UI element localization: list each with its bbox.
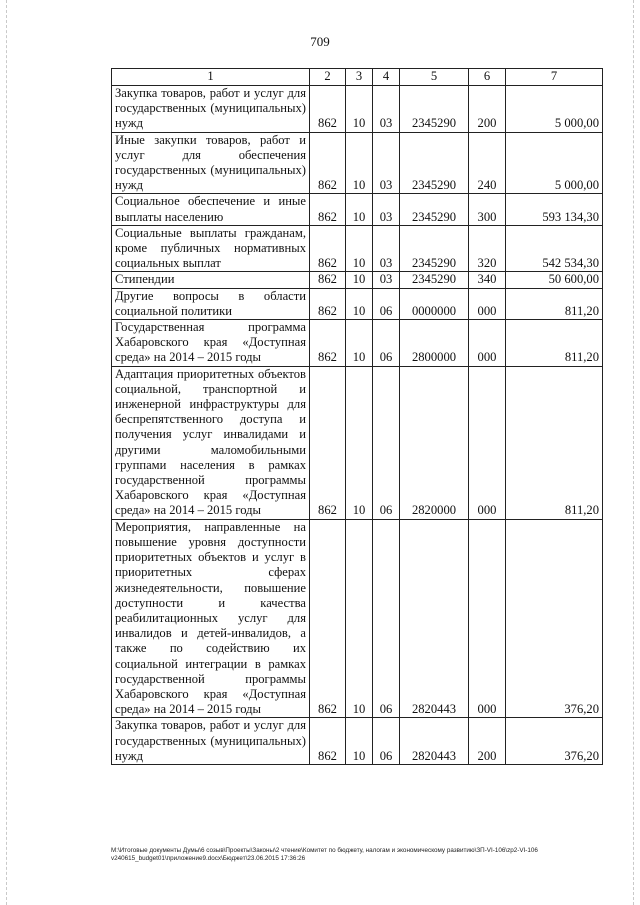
amount-cell: 811,20 <box>506 320 603 367</box>
target-article-cell: 2345290 <box>400 86 469 133</box>
ministry-code-cell: 862 <box>310 194 346 225</box>
ministry-code-cell: 862 <box>310 320 346 367</box>
amount-cell: 542 534,30 <box>506 225 603 272</box>
expense-type-cell: 200 <box>469 86 506 133</box>
table-row <box>112 288 603 319</box>
row-name-cell: Государственная программа Хабаровского края «Доступная среда» на 2014 – 2015 годы <box>112 320 310 367</box>
amount-cell: 376,20 <box>506 718 603 765</box>
section-code-cell: 10 <box>346 320 373 367</box>
header-cell: 6 <box>469 69 506 86</box>
subsection-code-cell: 03 <box>373 194 400 225</box>
table-body <box>112 69 603 765</box>
row-name-cell: Мероприятия, направленные на повышение уровня доступности приоритетных объектов и услуг в приоритетных сферах жизнедеятельности, повышение доступности и качества реабилитационных услуг для инвалидов и детей-инвалидов, а также по содействию их социальной интеграции в рамках государственной программы Хабаровского края «Доступная среда» на 2014 – 2015 годы <box>112 519 310 718</box>
row-name-cell: Закупка товаров, работ и услуг для государственных (муниципальных) нужд <box>112 86 310 133</box>
subsection-code-cell: 06 <box>373 718 400 765</box>
section-code-cell: 10 <box>346 132 373 194</box>
amount-cell: 5 000,00 <box>506 132 603 194</box>
table-row <box>112 366 603 519</box>
expense-type-cell: 200 <box>469 718 506 765</box>
header-cell: 3 <box>346 69 373 86</box>
section-code-cell: 10 <box>346 718 373 765</box>
target-article-cell: 2345290 <box>400 272 469 288</box>
expense-type-cell: 000 <box>469 366 506 519</box>
table-row <box>112 132 603 194</box>
amount-cell: 5 000,00 <box>506 86 603 133</box>
target-article-cell: 2345290 <box>400 194 469 225</box>
ministry-code-cell: 862 <box>310 272 346 288</box>
budget-table <box>111 68 603 765</box>
ministry-code-cell: 862 <box>310 132 346 194</box>
subsection-code-cell: 03 <box>373 86 400 133</box>
header-cell: 4 <box>373 69 400 86</box>
header-cell: 2 <box>310 69 346 86</box>
table-row <box>112 194 603 225</box>
ministry-code-cell: 862 <box>310 288 346 319</box>
target-article-cell: 2345290 <box>400 132 469 194</box>
left-page-edge <box>6 0 7 905</box>
page-number: 709 <box>310 34 330 49</box>
row-name-cell: Стипендии <box>112 272 310 288</box>
subsection-code-cell: 03 <box>373 225 400 272</box>
expense-type-cell: 340 <box>469 272 506 288</box>
subsection-code-cell: 03 <box>373 132 400 194</box>
table-header-row <box>112 69 603 86</box>
expense-type-cell: 000 <box>469 288 506 319</box>
target-article-cell: 2800000 <box>400 320 469 367</box>
right-page-edge <box>633 0 634 905</box>
table-row <box>112 320 603 367</box>
file-path-footer: M:\Итоговые документы Думы\6 созыв\Проекты\Законы\2 чтение\Комитет по бюджету, налогам и экономическому развитию\ЗП-VI-106\zp2-VI-106 v240615_budget01\приложение9.docx\Бюджет\23.06.2015 17:36:26 <box>111 847 538 862</box>
amount-cell: 811,20 <box>506 288 603 319</box>
table-row <box>112 86 603 133</box>
subsection-code-cell: 06 <box>373 320 400 367</box>
target-article-cell: 2820443 <box>400 718 469 765</box>
amount-cell: 811,20 <box>506 366 603 519</box>
section-code-cell: 10 <box>346 225 373 272</box>
ministry-code-cell: 862 <box>310 718 346 765</box>
target-article-cell: 2820000 <box>400 366 469 519</box>
expense-type-cell: 320 <box>469 225 506 272</box>
section-code-cell: 10 <box>346 194 373 225</box>
section-code-cell: 10 <box>346 519 373 718</box>
subsection-code-cell: 06 <box>373 288 400 319</box>
section-code-cell: 10 <box>346 288 373 319</box>
ministry-code-cell: 862 <box>310 519 346 718</box>
row-name-cell: Адаптация приоритетных объектов социальной, транспортной и инженерной инфраструктуры для беспрепятственного доступа и получения услуг инвалидами и другими маломобильными группами населения в рамках государственной программы Хабаровского края «Доступная среда» на 2014 – 2015 годы <box>112 366 310 519</box>
target-article-cell: 2820443 <box>400 519 469 718</box>
row-name-cell: Иные закупки товаров, работ и услуг для обеспечения государственных (муниципальных) нужд <box>112 132 310 194</box>
subsection-code-cell: 03 <box>373 272 400 288</box>
expense-type-cell: 240 <box>469 132 506 194</box>
ministry-code-cell: 862 <box>310 86 346 133</box>
subsection-code-cell: 06 <box>373 366 400 519</box>
table-row <box>112 718 603 765</box>
header-cell: 7 <box>506 69 603 86</box>
target-article-cell: 2345290 <box>400 225 469 272</box>
header-cell: 5 <box>400 69 469 86</box>
section-code-cell: 10 <box>346 272 373 288</box>
section-code-cell: 10 <box>346 366 373 519</box>
table-row <box>112 272 603 288</box>
row-name-cell: Закупка товаров, работ и услуг для государственных (муниципальных) нужд <box>112 718 310 765</box>
header-cell: 1 <box>112 69 310 86</box>
section-code-cell: 10 <box>346 86 373 133</box>
ministry-code-cell: 862 <box>310 366 346 519</box>
target-article-cell: 0000000 <box>400 288 469 319</box>
expense-type-cell: 000 <box>469 320 506 367</box>
expense-type-cell: 000 <box>469 519 506 718</box>
row-name-cell: Социальное обеспечение и иные выплаты населению <box>112 194 310 225</box>
table-row <box>112 225 603 272</box>
amount-cell: 593 134,30 <box>506 194 603 225</box>
expense-type-cell: 300 <box>469 194 506 225</box>
row-name-cell: Другие вопросы в области социальной политики <box>112 288 310 319</box>
amount-cell: 376,20 <box>506 519 603 718</box>
row-name-cell: Социальные выплаты гражданам, кроме публичных нормативных социальных выплат <box>112 225 310 272</box>
amount-cell: 50 600,00 <box>506 272 603 288</box>
table-row <box>112 519 603 718</box>
ministry-code-cell: 862 <box>310 225 346 272</box>
subsection-code-cell: 06 <box>373 519 400 718</box>
